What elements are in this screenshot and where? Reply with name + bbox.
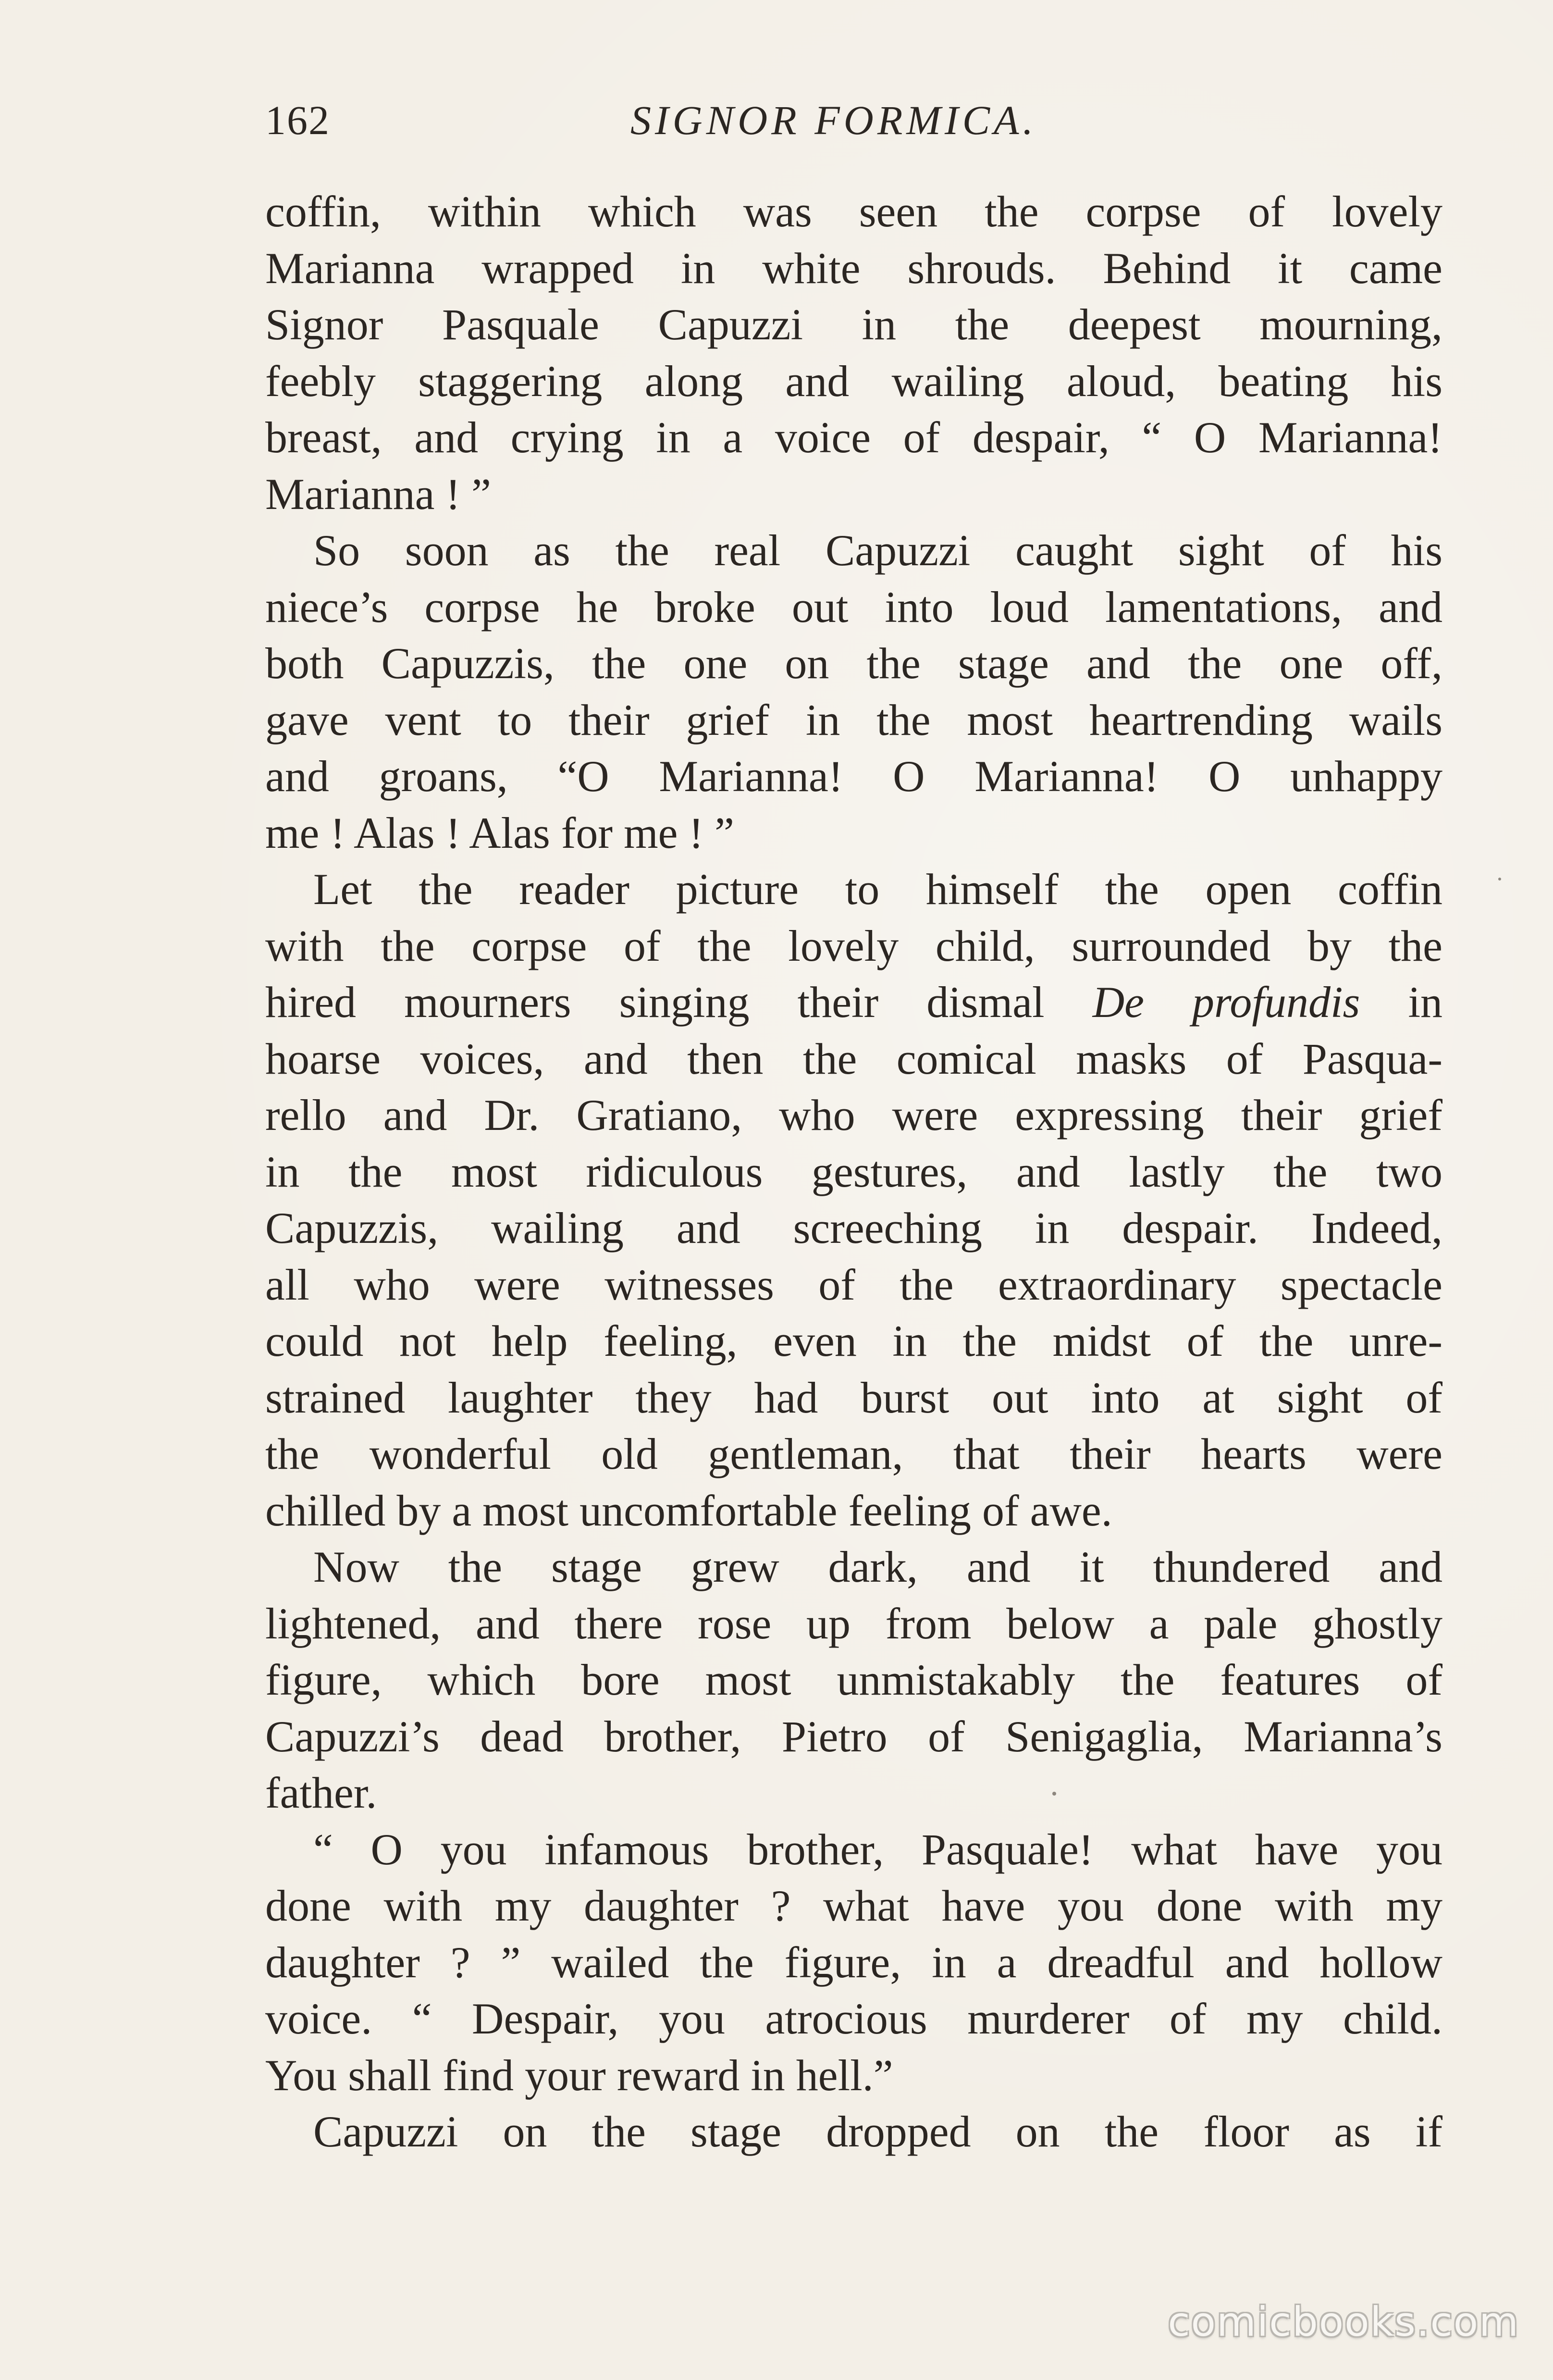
text-line: me ! Alas ! Alas for me ! ” (265, 808, 734, 857)
text-line: strained laughter they had burst out into at sight of (265, 1373, 1442, 1422)
text-line-with-italic (265, 974, 1442, 1031)
text-line: voice. “ Despair, you atrocious murderer of my child. (265, 1994, 1442, 2043)
text-line: So soon as the real Capuzzi caught sight of his (313, 526, 1442, 575)
text-line: figure, which bore most unmistakably the features of (265, 1655, 1442, 1704)
text-line: chilled by a most uncomfortable feeling of awe. (265, 1486, 1112, 1535)
text-line: Now the stage grew dark, and it thundered and (313, 1542, 1442, 1591)
text-line: with the corpse of the lovely child, surrounded by the (265, 921, 1442, 970)
text-line: Capuzzis, wailing and screeching in despair. Indeed, (265, 1203, 1442, 1252)
text-line: “ O you infamous brother, Pasquale! what have you (313, 1824, 1442, 1874)
text-line: done with my daughter ? what have you done with my (265, 1881, 1442, 1930)
text-line: father. (265, 1768, 377, 1817)
text-line: both Capuzzis, the one on the stage and the one off, (265, 639, 1442, 688)
text-line: You shall find your reward in hell.” (265, 2050, 893, 2100)
paragraph-4 (265, 1539, 1442, 1822)
watermark-logo: comicbooks.com (1168, 2298, 1519, 2345)
paragraph-2 (265, 522, 1442, 861)
body-text (265, 184, 1442, 2160)
paper-speck (1498, 878, 1501, 880)
text-line: Capuzzi on the stage dropped on the floor as if (313, 2107, 1442, 2156)
italic-phrase: De profundis (1092, 978, 1360, 1027)
text-line: coffin, within which was seen the corpse of lovely (265, 187, 1442, 236)
paragraph-1 (265, 184, 1442, 522)
paragraph-5 (265, 1822, 1442, 2104)
text-line: breast, and crying in a voice of despair, “ O Marianna! (265, 413, 1442, 462)
text-line: Marianna wrapped in white shrouds. Behind it came (265, 243, 1442, 293)
page-number: 162 (265, 97, 330, 143)
text-line: in the most ridiculous gestures, and lastly the two (265, 1147, 1442, 1196)
text-line: daughter ? ” wailed the figure, in a dreadful and hollow (265, 1937, 1442, 1987)
text-line: Capuzzi’s dead brother, Pietro of Senigaglia, Marianna’s (265, 1711, 1442, 1761)
paragraph-6 (265, 2104, 1442, 2160)
text-line: rello and Dr. Gratiano, who were expressing their grief (265, 1091, 1442, 1140)
text-line: the wonderful old gentleman, that their hearts were (265, 1429, 1442, 1478)
text-line: Signor Pasquale Capuzzi in the deepest mourning, (265, 300, 1442, 349)
text-line: Let the reader picture to himself the open coffin (313, 865, 1442, 914)
text-line: niece’s corpse he broke out into loud lamentations, and (265, 582, 1442, 632)
text-segment: hired mourners singing their dismal (265, 978, 1045, 1027)
text-segment: in (1408, 978, 1443, 1027)
paragraph-3 (265, 861, 1442, 1539)
text-line: could not help feeling, even in the midst of the unre- (265, 1316, 1442, 1365)
running-title: SIGNOR FORMICA. (630, 97, 1037, 143)
text-line: Marianna ! ” (265, 469, 491, 519)
text-line: gave vent to their grief in the most heartrending wails (265, 695, 1442, 744)
text-line: feebly staggering along and wailing aloud, beating his (265, 356, 1442, 406)
text-line: lightened, and there rose up from below a pale ghostly (265, 1599, 1442, 1648)
text-line: all who were witnesses of the extraordinary spectacle (265, 1260, 1442, 1309)
running-head (265, 91, 1442, 149)
paper-speck (1052, 1792, 1056, 1796)
text-line: and groans, “O Marianna! O Marianna! O unhappy (265, 752, 1442, 801)
text-line: hoarse voices, and then the comical masks of Pasqua- (265, 1034, 1442, 1083)
